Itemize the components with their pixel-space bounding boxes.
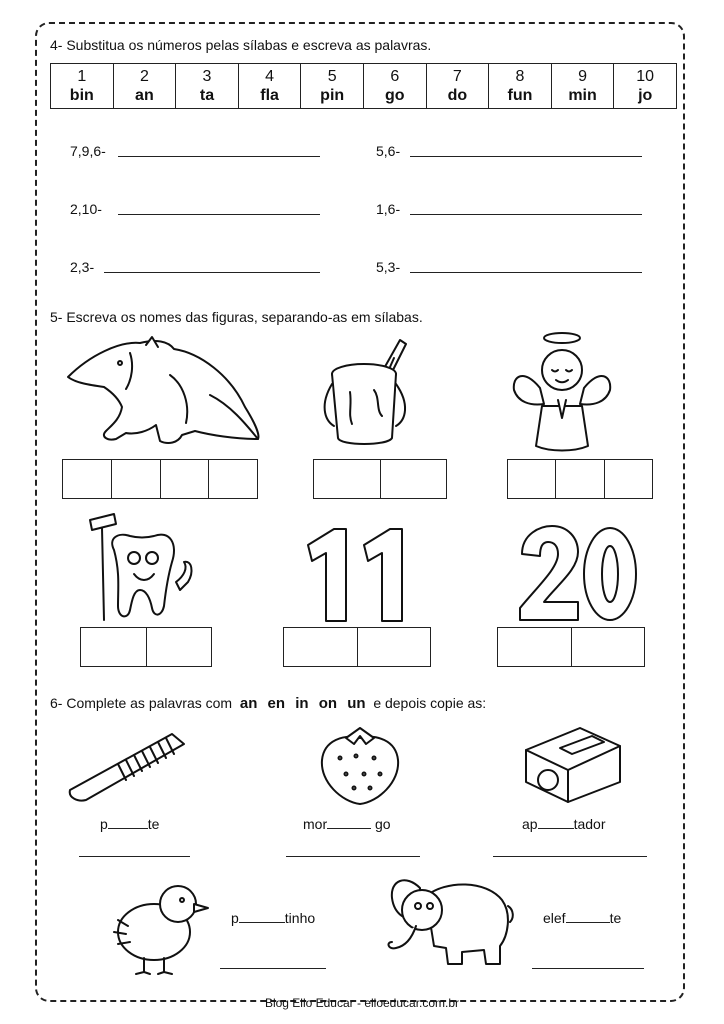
exercise-label: 1,6-	[376, 201, 401, 217]
q4-title: 4- Substitua os números pelas sílabas e escreva as palavras.	[50, 37, 432, 53]
exercise-label: 2,3-	[70, 259, 95, 275]
syllable-boxes[interactable]	[497, 627, 645, 667]
answer-line[interactable]	[118, 156, 320, 157]
copy-line[interactable]	[220, 968, 326, 969]
syllable-cell: 10 jo	[614, 64, 677, 109]
fill-blank[interactable]	[239, 922, 285, 923]
answer-line[interactable]	[118, 214, 320, 215]
comb-picture	[66, 730, 192, 802]
copy-line[interactable]	[286, 856, 420, 857]
syllable-table	[50, 63, 677, 109]
fill-word: mor go	[303, 816, 391, 832]
syllable-boxes[interactable]	[80, 627, 212, 667]
syllable-cell: 4 fla	[238, 64, 301, 109]
answer-line[interactable]	[410, 156, 642, 157]
answer-line[interactable]	[410, 272, 642, 273]
syllable-boxes[interactable]	[507, 459, 653, 499]
sharpener-picture	[520, 720, 626, 806]
syllable-cell: 5 pin	[301, 64, 364, 109]
syllable-cell: 6 go	[363, 64, 426, 109]
syllable-cell: 1 bin	[51, 64, 114, 109]
answer-line[interactable]	[410, 214, 642, 215]
chick-picture	[108, 876, 210, 976]
copy-line[interactable]	[79, 856, 190, 857]
syllable-boxes[interactable]	[313, 459, 447, 499]
fill-blank[interactable]	[538, 828, 574, 829]
syllable-cell: 7 do	[426, 64, 489, 109]
tooth-picture	[80, 510, 205, 628]
exercise-label: 5,3-	[376, 259, 401, 275]
syllable-cell: 2 an	[113, 64, 176, 109]
fill-blank[interactable]	[108, 828, 148, 829]
exercise-label: 7,9,6-	[70, 143, 106, 159]
fill-word: p te	[100, 816, 160, 832]
elephant-picture	[376, 866, 514, 970]
answer-line[interactable]	[104, 272, 320, 273]
paint-bucket-picture	[320, 334, 418, 452]
fill-word: elef te	[543, 910, 622, 926]
footer-credit: Blog Ello Educar - elloeducar.com.br	[264, 996, 460, 1010]
q5-title: 5- Escreva os nomes das figuras, separando-as em sílabas.	[50, 309, 423, 325]
copy-line[interactable]	[493, 856, 647, 857]
syllable-cell: 9 min	[551, 64, 614, 109]
syllable-cell: 3 ta	[176, 64, 239, 109]
anteater-picture	[60, 335, 265, 447]
q6-title: 6- Complete as palavras com an en in on un e depois copie as:	[50, 695, 487, 712]
number-11-picture	[304, 525, 414, 625]
q6-highlights: an en in on un	[239, 695, 366, 712]
fill-blank[interactable]	[566, 922, 610, 923]
syllable-cell: 8 fun	[489, 64, 552, 109]
fill-blank[interactable]	[327, 828, 371, 829]
fill-word: p tinho	[231, 910, 316, 926]
number-20-picture	[516, 524, 640, 624]
exercise-label: 5,6-	[376, 143, 401, 159]
angel-picture	[510, 328, 614, 453]
copy-line[interactable]	[532, 968, 644, 969]
syllable-boxes[interactable]	[283, 627, 431, 667]
syllable-boxes[interactable]	[62, 459, 258, 499]
exercise-label: 2,10-	[70, 201, 102, 217]
strawberry-picture	[316, 726, 404, 806]
fill-word: ap tador	[522, 816, 606, 832]
